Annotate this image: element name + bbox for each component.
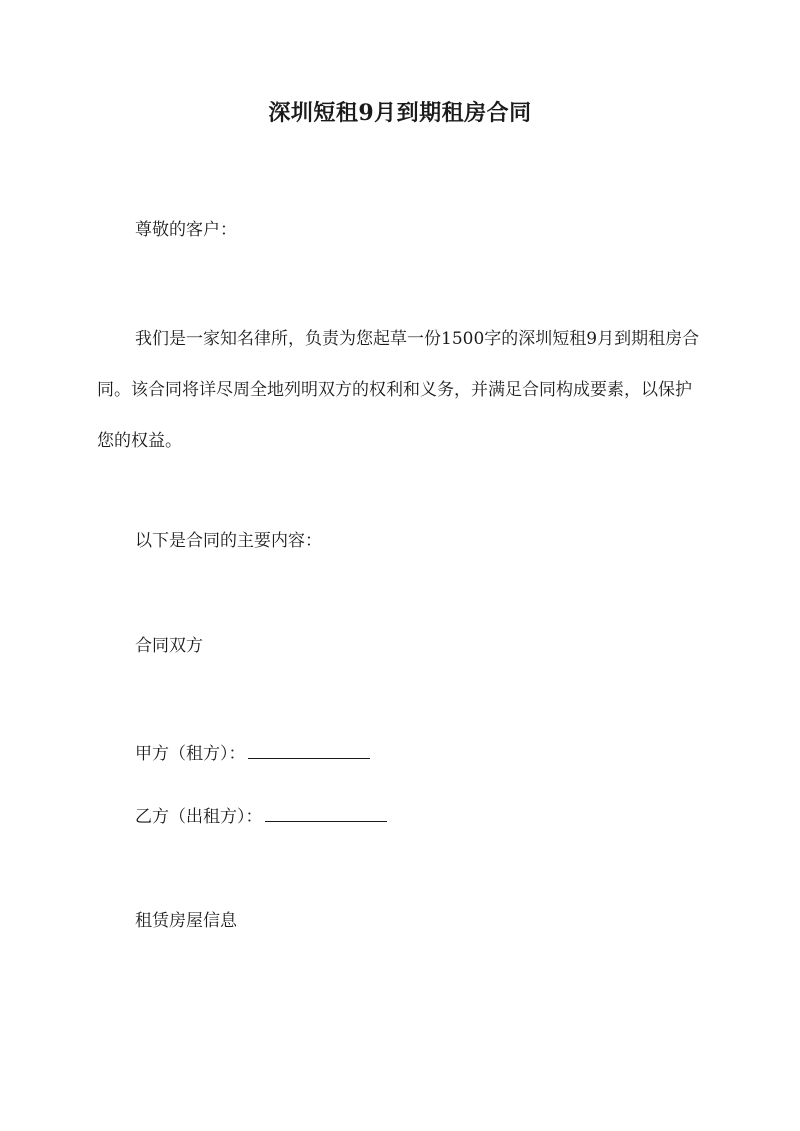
party-a-label: 甲方（租方）： — [135, 744, 246, 764]
section-parties-heading: 合同双方 — [135, 636, 203, 656]
party-b-label: 乙方（出租方）： — [135, 807, 263, 827]
party-b-blank-line — [265, 807, 387, 822]
document-title: 深圳短租9月到期租房合同 — [268, 100, 532, 126]
party-b-row — [135, 806, 387, 828]
party-a-blank-line — [248, 744, 370, 759]
section-house-heading: 租赁房屋信息 — [135, 911, 237, 931]
intro-paragraph: 我们是一家知名律所，负责为您起草一份1500字的深圳短租9月到期租房合同。该合同将详尽周全地列明双方的权利和义务，并满足合同构成要素，以保护您的权益。 — [97, 329, 700, 451]
contents-heading: 以下是合同的主要内容： — [135, 531, 322, 551]
party-a-row — [135, 743, 370, 765]
greeting: 尊敬的客户： — [135, 220, 237, 240]
